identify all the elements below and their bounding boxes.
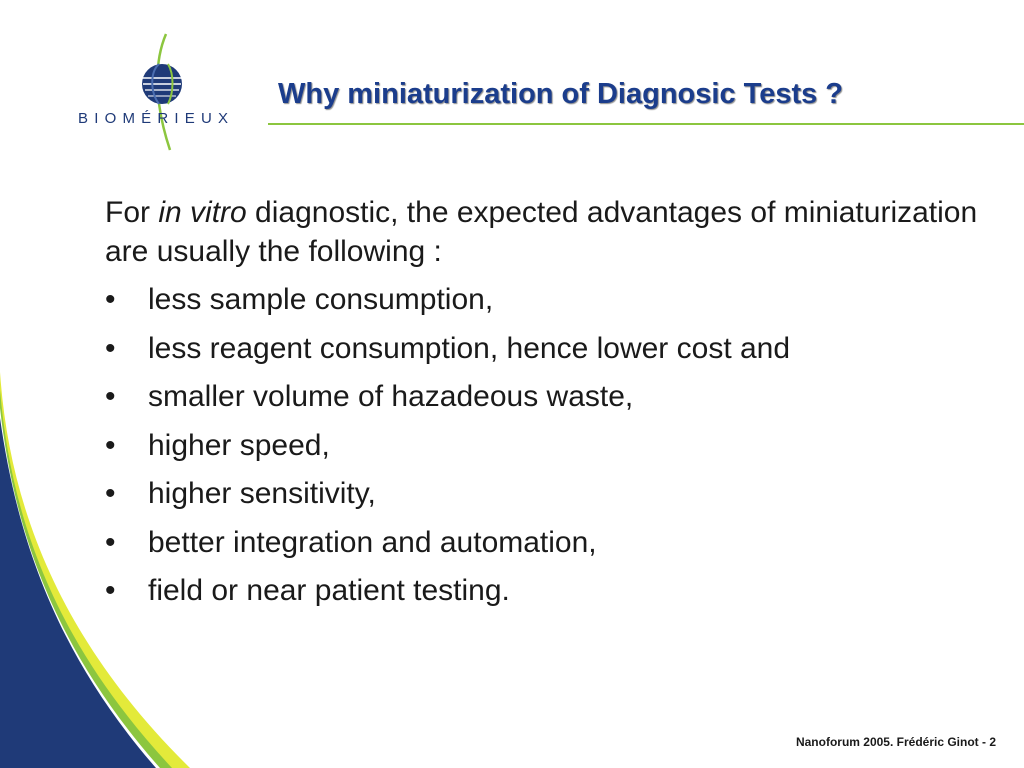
list-item-text: better integration and automation,	[148, 525, 597, 559]
list-item-text: smaller volume of hazadeous waste,	[148, 380, 634, 413]
logo-wordmark: BIOMÉRIEUX	[78, 110, 235, 127]
list-item-text: higher speed,	[148, 428, 330, 462]
intro-paragraph	[105, 193, 985, 271]
list-item	[105, 523, 985, 562]
list-item	[105, 426, 985, 465]
bullet-icon: •	[105, 477, 116, 510]
list-item-text: less sample consumption,	[148, 283, 494, 316]
intro-italic-term: in vitro	[158, 196, 247, 229]
title-underline	[268, 123, 1024, 125]
list-item	[105, 280, 985, 319]
advantages-list	[105, 280, 985, 610]
list-item	[105, 377, 985, 416]
bullet-icon: •	[105, 380, 116, 413]
bullet-icon: •	[105, 525, 116, 559]
list-item-text: less reagent consumption, hence lower cost and	[148, 331, 791, 365]
list-item	[105, 571, 985, 610]
biomerieux-logo	[70, 32, 290, 152]
slide-footer: Nanoforum 2005. Frédéric Ginot - 2	[795, 735, 996, 749]
slide-body	[105, 193, 985, 620]
list-item-text: field or near patient testing.	[148, 574, 510, 607]
intro-suffix: diagnostic, the expected advantages of miniaturization are usually the following :	[105, 196, 978, 268]
bullet-icon: •	[105, 574, 116, 607]
list-item	[105, 474, 985, 513]
slide-title: Why miniaturization of Diagnosic Tests ?	[278, 78, 844, 110]
list-item	[105, 329, 985, 368]
bullet-icon: •	[105, 331, 116, 365]
bullet-icon: •	[105, 428, 116, 462]
bullet-icon: •	[105, 283, 116, 316]
list-item-text: higher sensitivity,	[148, 477, 376, 510]
intro-prefix: For	[105, 196, 159, 229]
